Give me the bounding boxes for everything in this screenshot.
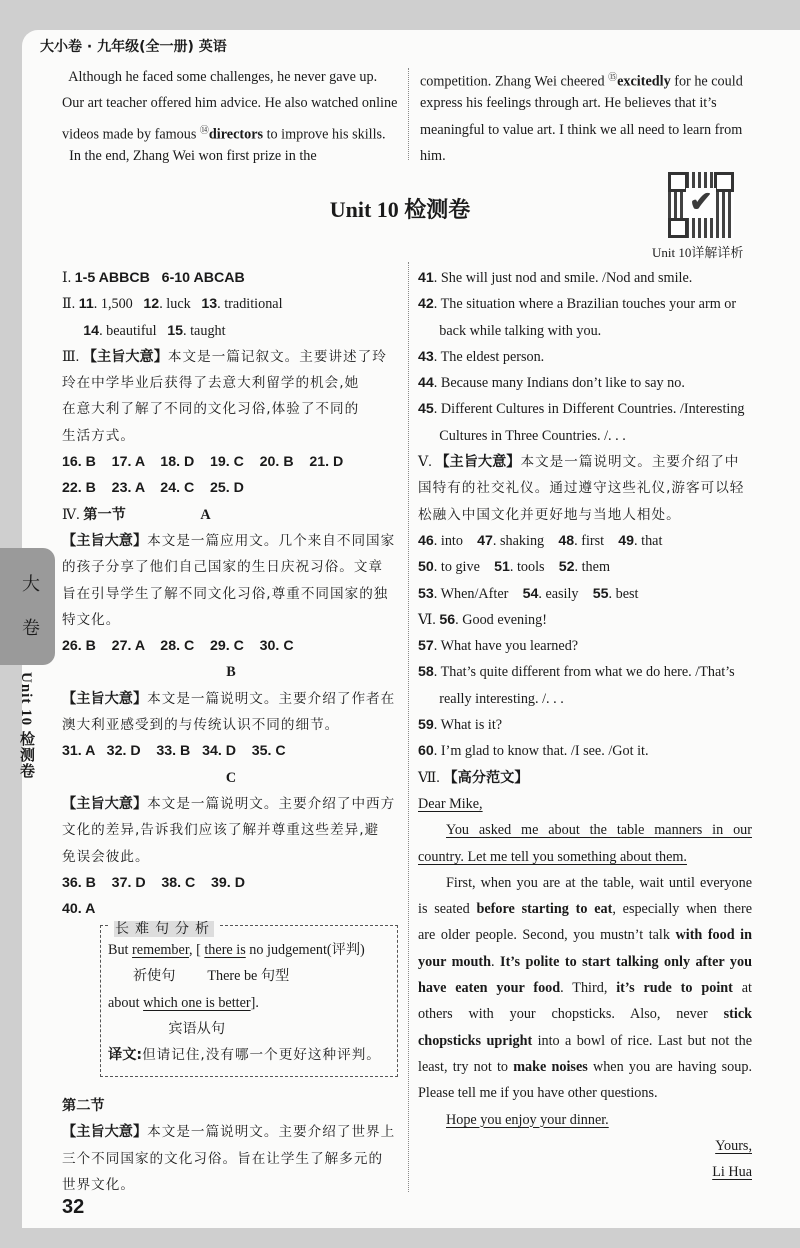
text-line [108, 963, 393, 989]
text-run: country. Let me tell you something about them. [418, 848, 687, 865]
text-run: 49 [618, 532, 635, 549]
text-run: 40. A [62, 901, 96, 918]
text-line [418, 475, 752, 501]
text-run: . That’s quite different from what we do here. /That’s [433, 664, 735, 681]
text-run: It’s polite to start talking only after you [500, 953, 752, 970]
text-run: 本文是一篇应用文。几个来自不同国家 [147, 532, 396, 549]
text-run: Li Hua [712, 1164, 752, 1181]
text-run: Ⅴ. [418, 454, 436, 471]
text-run: C [225, 769, 237, 786]
text-line [108, 1016, 393, 1042]
text-run: 三个不同国家的文化习俗。旨在让学生了解多元的 [62, 1150, 384, 1167]
text-line [420, 117, 752, 143]
text-line [62, 738, 400, 764]
text-run: Yours, [715, 1137, 752, 1154]
text-run: Ⅶ. [418, 769, 444, 786]
text-line [418, 922, 752, 948]
text-run: . 1,500 [93, 296, 144, 313]
text-run: express his feelings through art. He believes that it’s [420, 95, 717, 112]
text-run: , especially when there [612, 901, 752, 918]
text-run: In the end, Zhang Wei won first prize in the [62, 147, 317, 164]
title-char: 分 [175, 921, 193, 937]
text-run: . first [574, 532, 619, 549]
text-run: have eaten your food [418, 980, 561, 997]
text-run: 26. B 27. A 28. C 29. C 30. C [62, 638, 294, 655]
text-run: 36. B 37. D 38. C 39. D [62, 874, 245, 891]
text-run: . tools [509, 559, 559, 576]
text-line [418, 1054, 752, 1080]
text-line [62, 1119, 400, 1145]
text-line [418, 291, 752, 317]
text-run: Ⅳ. [62, 506, 84, 523]
text-run: 特文化。 [62, 611, 121, 628]
text-run: . [491, 953, 501, 970]
text-line [62, 528, 400, 554]
text-run: . traditional [217, 296, 283, 313]
text-run: 在意大利了解了不同的文化习俗,体验了不同的 [62, 401, 360, 418]
text-run: . them [574, 559, 610, 576]
text-line [108, 937, 393, 963]
qr-code-icon [668, 172, 734, 238]
text-run: . taught [183, 322, 226, 339]
text-run: Ⅵ. [418, 611, 440, 628]
text-run: meaningful to value art. I think we all need to learn from [420, 121, 743, 138]
text-line [418, 1133, 752, 1159]
text-run: You asked me about the table manners in our [446, 822, 752, 839]
text-line [62, 475, 400, 501]
text-line [418, 265, 752, 291]
text-line [62, 143, 402, 169]
text-line [418, 449, 752, 475]
text-line [418, 554, 752, 580]
text-run: make noises [513, 1058, 588, 1075]
text-run: Although he faced some challenges, he never gave up. [62, 69, 378, 85]
text-run: ⑮ [608, 72, 618, 82]
page-number: 32 [62, 1196, 85, 1218]
text-line [62, 396, 400, 422]
sentence-analysis-content [108, 937, 393, 1068]
passage-left-column [62, 64, 402, 169]
text-run: 【主旨大意】 [435, 454, 521, 471]
text-line [62, 265, 400, 291]
text-run: But [108, 942, 133, 958]
text-line [418, 659, 752, 685]
text-line [62, 844, 400, 870]
text-run: . I’m glad to know that. /I see. /Got it. [433, 743, 649, 760]
text-run: with food in [675, 927, 752, 944]
text-run: A [125, 506, 211, 523]
text-run: 42 [418, 296, 434, 313]
text-run: . Different Cultures in Different Countries. /Interesting [433, 401, 745, 418]
text-run: 11 [78, 296, 94, 313]
text-line [418, 870, 752, 896]
text-run: 松融入中国文化并更好地与当地人相处。 [418, 506, 681, 523]
text-line [62, 817, 400, 843]
text-run: 46 [418, 532, 434, 549]
text-line [62, 659, 400, 685]
text-line [62, 607, 400, 633]
text-line [418, 844, 752, 870]
text-run: 【主旨大意】 [62, 1124, 148, 1141]
text-run: 47 [477, 532, 493, 549]
text-run: Hope you enjoy your dinner. [446, 1111, 609, 1128]
text-run: 澳大利亚感受到的与传统认识不同的细节。 [62, 717, 340, 734]
text-run: 58 [418, 664, 434, 681]
text-line [62, 502, 400, 528]
text-run: 50 [418, 559, 434, 576]
title-char: 难 [135, 921, 153, 937]
text-line [418, 607, 752, 633]
text-run: before starting to eat [476, 901, 613, 918]
text-run: 1-5 ABBCB 6-10 ABCAB [74, 270, 245, 286]
text-line [62, 291, 400, 317]
text-run: 生活方式。 [62, 427, 135, 444]
text-run: no judgement(评判) [245, 942, 365, 958]
text-line [62, 449, 400, 475]
text-run: Ⅲ. [62, 348, 83, 365]
text-run: back while talking with you. [418, 322, 602, 339]
text-run: him. [420, 147, 446, 164]
text-line [62, 686, 400, 712]
text-run: ⑭ [199, 124, 209, 135]
text-line [418, 791, 752, 817]
text-line [62, 423, 400, 449]
text-run: . She will just nod and smile. /Nod and smile. [433, 270, 693, 286]
text-run: into a bowl of rice. Last but not the [532, 1032, 753, 1049]
text-run: 的孩子分享了他们自己国家的生日庆祝习俗。文章 [62, 559, 384, 576]
text-line [108, 990, 393, 1016]
text-run: 43 [418, 348, 434, 365]
text-run: directors [208, 126, 264, 143]
text-line [418, 1159, 752, 1185]
text-line [418, 738, 752, 764]
text-run: remember [132, 942, 189, 958]
text-run: 53 [418, 585, 434, 602]
text-line [418, 318, 752, 344]
text-line [420, 90, 752, 116]
text-run: . that [634, 532, 663, 549]
text-run: Dear Mike, [418, 796, 483, 812]
side-vertical-title: Unit 10 检测卷 [18, 672, 34, 779]
text-run: 免误会彼此。 [62, 848, 150, 865]
text-run: 第二节 [62, 1098, 105, 1114]
text-run: 世界文化。 [62, 1176, 135, 1193]
text-run: . beautiful [99, 322, 168, 339]
text-run: 本文是一篇说明文。主要介绍了世界上 [147, 1124, 396, 1141]
text-run: 宾语从句 [108, 1020, 226, 1037]
text-run: . Third, [560, 980, 617, 997]
text-line [62, 344, 400, 370]
text-line [418, 686, 752, 712]
text-run: least, try not to [418, 1058, 514, 1075]
qr-label: Unit 10详解详析 [652, 245, 744, 260]
text-line [418, 949, 752, 975]
answers-left-column [62, 265, 400, 922]
text-run: 旨在引导学生了解不同文化习俗,尊重不同国家的独 [62, 585, 389, 602]
text-run: 52 [558, 559, 575, 576]
running-header: 大小卷 · 九年级(全一册) 英语 [40, 39, 227, 55]
text-run: 59 [418, 717, 434, 734]
text-line [62, 791, 400, 817]
text-run: B [226, 664, 236, 681]
text-run: 【主旨大意】 [62, 795, 148, 812]
text-run: 第一节 [83, 506, 126, 523]
text-run: 译文: [108, 1047, 143, 1064]
text-run: Cultures in Three Countries. /. . . [418, 427, 626, 444]
text-run: First, when you are at the table, wait until everyone [446, 874, 752, 891]
text-line [62, 117, 402, 143]
text-run: 祈使句 There be 句型 [108, 968, 290, 985]
text-run: . Good evening! [455, 611, 547, 628]
title-char: 析 [195, 921, 213, 937]
text-line [418, 817, 752, 843]
text-line [62, 1146, 400, 1172]
text-run: . What have you learned? [433, 638, 579, 655]
answers-right-column [418, 265, 752, 791]
text-line [62, 370, 400, 396]
text-run: 48 [558, 532, 575, 549]
text-run: 本文是一篇记叙文。主要讲述了玲 [167, 348, 387, 365]
text-line [418, 528, 752, 554]
text-run: 55 [592, 585, 609, 602]
text-run: Please tell me if you have other questions. [418, 1085, 658, 1102]
text-run: 【主旨大意】 [62, 690, 148, 707]
text-run: Ⅱ. [62, 296, 79, 313]
text-run: . luck [159, 296, 202, 313]
text-run: videos made by famous [62, 126, 200, 143]
text-run: . into [433, 532, 478, 549]
text-run: ]. [250, 994, 259, 1011]
text-run: at [732, 980, 752, 997]
text-run: 本文是一篇说明文。主要介绍了中 [520, 454, 740, 471]
text-run: 54 [522, 585, 539, 602]
text-run: 57 [418, 638, 434, 655]
side-tab-char: 大 [22, 574, 40, 595]
text-line [418, 1028, 752, 1054]
column-divider [408, 262, 409, 1192]
text-run: 本文是一篇说明文。主要介绍了中西方 [147, 795, 396, 812]
text-line [418, 423, 752, 449]
text-run: 56 [439, 611, 456, 628]
text-run: . The eldest person. [433, 348, 545, 365]
text-line [62, 765, 400, 791]
text-line [62, 1172, 400, 1198]
text-run: 60 [418, 743, 434, 760]
text-line [418, 1107, 752, 1133]
text-run: 【主旨大意】 [82, 348, 168, 365]
text-run: it’s rude to point [616, 980, 733, 997]
text-run: 14 [83, 322, 100, 339]
text-line [62, 318, 400, 344]
text-run: competition. Zhang Wei cheered [420, 73, 609, 90]
text-run: 45 [418, 401, 434, 418]
text-run: . easily [538, 585, 593, 602]
text-run: 本文是一篇说明文。主要介绍了作者在 [147, 690, 396, 707]
side-tab [0, 548, 55, 665]
text-run: there is [204, 942, 246, 958]
side-tab-char: 卷 [22, 618, 40, 639]
text-run: others with your chopsticks. Also, never [418, 1006, 724, 1023]
text-run: . What is it? [433, 717, 503, 734]
text-run: chopsticks upright [418, 1032, 533, 1049]
checkmark-icon: ✔ [686, 188, 716, 218]
text-line [418, 502, 752, 528]
text-run: 41 [418, 270, 434, 286]
text-line [418, 344, 752, 370]
text-run: for he could [670, 73, 743, 90]
text-run [62, 323, 83, 339]
text-run: 31. A 32. D 33. B 34. D 35. C [62, 743, 286, 760]
text-line [62, 870, 400, 896]
text-line [418, 581, 752, 607]
text-run: , [ [188, 942, 205, 958]
text-line [108, 1042, 393, 1068]
text-line [418, 896, 752, 922]
text-line [420, 143, 752, 169]
answers-left-bottom [62, 1093, 400, 1198]
text-line [418, 396, 752, 422]
text-run: to improve his skills. [263, 126, 386, 143]
text-line [62, 554, 400, 580]
text-run: is seated [418, 901, 477, 918]
text-line [418, 633, 752, 659]
text-run: . best [608, 585, 639, 602]
text-run: stick [723, 1006, 752, 1023]
text-run: . to give [433, 559, 495, 576]
text-line [418, 1001, 752, 1027]
text-run: 【高分范文】 [443, 769, 529, 786]
text-run: when you are having soup. [587, 1058, 752, 1075]
text-run: are older people. Second, you mustn’t talk [418, 927, 676, 944]
title-char: 句 [155, 921, 173, 937]
text-run: 13 [201, 296, 218, 313]
text-run: . shaking [492, 532, 559, 549]
text-run: . When/After [433, 585, 523, 602]
text-run: 16. B 17. A 18. D 19. C 20. B 21. D [62, 454, 344, 471]
text-run: which one is better [143, 994, 251, 1011]
text-run: 玲在中学毕业后获得了去意大利留学的机会,她 [62, 375, 360, 392]
text-run: excitedly [617, 73, 671, 90]
text-line [420, 64, 752, 90]
title-char: 长 [115, 921, 133, 937]
text-run: Ⅰ. [62, 270, 75, 286]
text-line [418, 712, 752, 738]
text-line [62, 712, 400, 738]
text-line [62, 64, 402, 90]
text-run: 22. B 23. A 24. C 25. D [62, 480, 244, 497]
text-run: 但请记住,没有哪一个更好这种评判。 [142, 1047, 381, 1064]
page-title: Unit 10 检测卷 [329, 197, 471, 222]
text-line [418, 1080, 752, 1106]
model-essay [418, 791, 752, 1185]
text-line [62, 581, 400, 607]
text-run: 12 [143, 296, 160, 313]
text-run: 51 [494, 559, 510, 576]
column-divider [408, 68, 409, 160]
text-run: . The situation where a Brazilian touches your arm or [433, 296, 737, 313]
text-line [418, 975, 752, 1001]
passage-right-column [420, 64, 752, 169]
text-line [418, 765, 752, 791]
text-line [62, 633, 400, 659]
text-run: 国特有的社交礼仪。通过遵守这些礼仪,游客可以轻 [418, 480, 745, 497]
text-run: 15 [167, 322, 184, 339]
text-run: 【主旨大意】 [62, 532, 148, 549]
text-run: 文化的差异,告诉我们应该了解并尊重这些差异,避 [62, 822, 380, 839]
sentence-analysis-title [110, 918, 218, 938]
text-run: 44 [418, 375, 434, 392]
text-line [418, 370, 752, 396]
text-run: your mouth [418, 953, 492, 970]
text-line [62, 90, 402, 116]
text-line [62, 1093, 400, 1119]
text-run: Our art teacher offered him advice. He also watched online [62, 95, 398, 112]
text-run: about [108, 994, 144, 1011]
text-run: really interesting. /. . . [418, 690, 564, 707]
text-run: . Because many Indians don’t like to say no. [433, 375, 685, 392]
